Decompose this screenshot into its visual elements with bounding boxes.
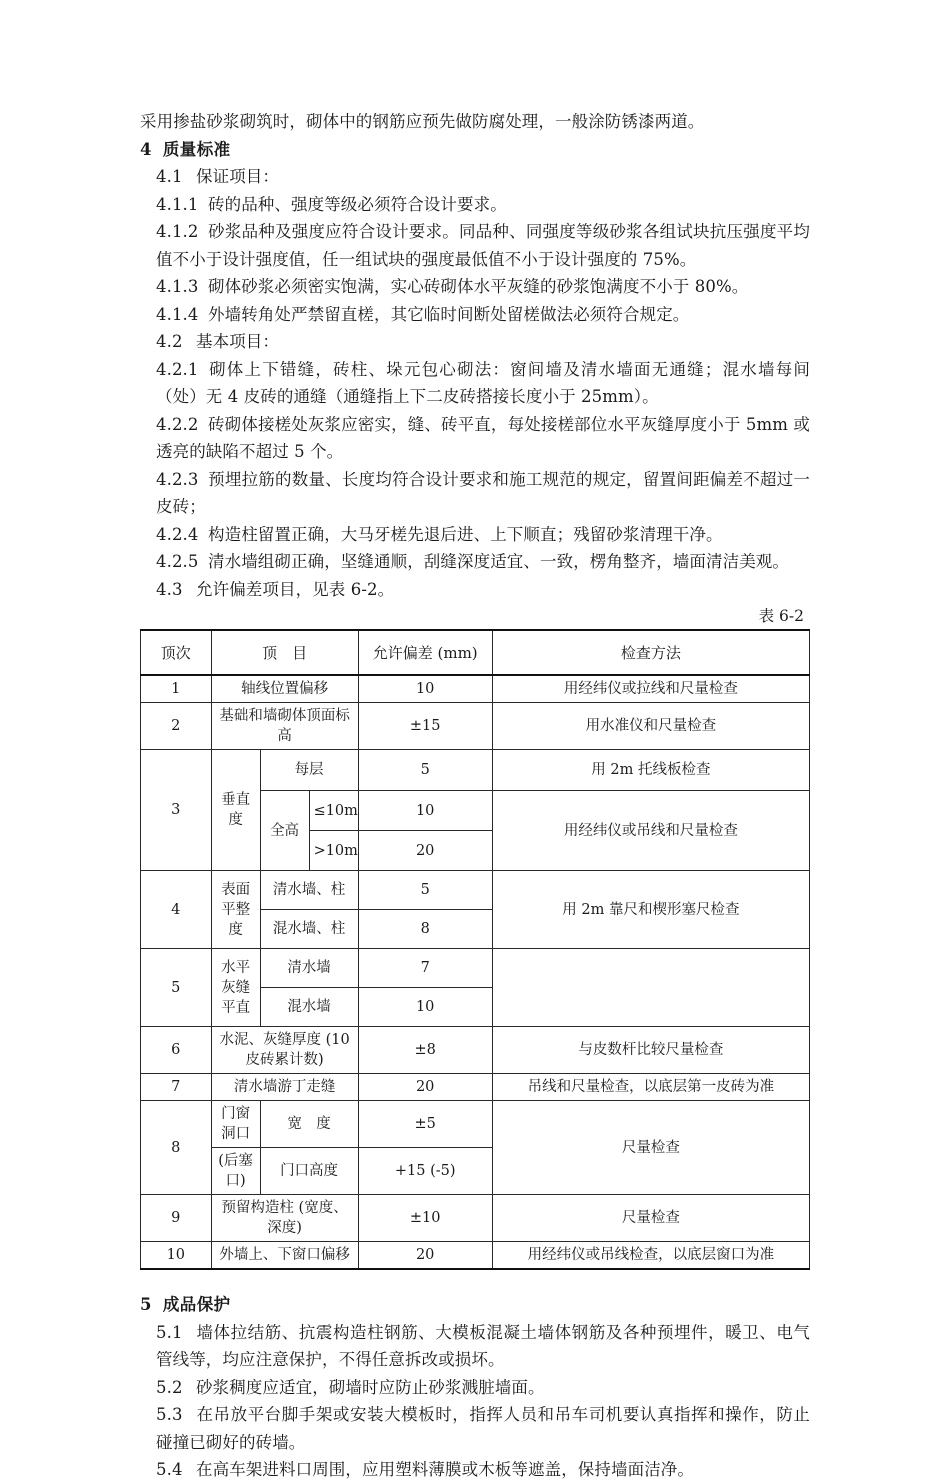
item-5-4-text: 在高车架进料口周围，应用塑料薄膜或木板等遮盖，保持墙面洁净。	[196, 1460, 694, 1479]
cell-method: 用经纬仪或吊线和尺量检查	[492, 791, 809, 871]
header-cell-no: 顶次	[141, 630, 212, 675]
header-cell-item: 顶 目	[211, 630, 358, 675]
cell-tolerance: 20	[358, 1074, 492, 1101]
cell-no: 2	[141, 703, 212, 750]
cell-sub-item: 宽 度	[260, 1101, 358, 1148]
cell-item: 轴线位置偏移	[211, 675, 358, 703]
item-4-3-label: 4.3	[156, 579, 183, 599]
cell-item: 基础和墙砌体顶面标高	[211, 703, 358, 750]
cell-tolerance: +15 (-5)	[358, 1148, 492, 1195]
table-caption: 表 6-2	[758, 607, 804, 625]
item-4-2-2-text: 砖砌体接槎处灰浆应密实，缝、砖平直，每处接槎部位水平灰缝厚度小于 5mm 或透亮的缺陷不超过 5 个。	[156, 414, 810, 461]
cell-tolerance: ±15	[358, 703, 492, 750]
cell-method: 用经纬仪或拉线和尺量检查	[492, 675, 809, 703]
cell-method: 与皮数杆比较尺量检查	[492, 1027, 809, 1074]
item-4-3	[140, 576, 810, 604]
item-4-1-2-text: 砂浆品种及强度应符合设计要求。同品种、同强度等级砂浆各组试块抗压强度平均值不小于设计强度值，任一组试块的强度最低值不小于设计强度的 75%。	[156, 222, 810, 269]
table-row	[141, 1101, 810, 1148]
item-5-1-label: 5.1	[156, 1322, 183, 1342]
item-5-3	[140, 1401, 810, 1456]
cell-item: 水泥、灰缝厚度 (10 皮砖累计数)	[211, 1027, 358, 1074]
item-4-2-1	[140, 356, 810, 411]
header-cell-tolerance: 允许偏差 (mm)	[358, 630, 492, 675]
table-header-row	[141, 630, 810, 675]
item-4-2-4-text: 构造柱留置正确，大马牙槎先退后进、上下顺直；残留砂浆清理干净。	[208, 524, 723, 544]
cell-method: 用 2m 托线板检查	[492, 750, 809, 791]
item-4-2-2	[140, 411, 810, 466]
item-5-1-text: 墙体拉结筋、抗震构造柱钢筋、大模板混凝土墙体钢筋及各种预埋件，暖卫、电气管线等，均应注意保护，不得任意拆改或损坏。	[156, 1322, 810, 1369]
section-5-number: 5	[140, 1295, 152, 1314]
table-row	[141, 1027, 810, 1074]
cell-tolerance: ±5	[358, 1101, 492, 1148]
item-4-1-4	[140, 301, 810, 329]
item-4-1-label: 4.1	[156, 167, 183, 186]
document-content	[140, 108, 810, 1484]
item-4-2	[140, 328, 810, 356]
cell-item: 清水墙游丁走缝	[211, 1074, 358, 1101]
item-5-4	[140, 1456, 810, 1484]
item-4-2-label: 4.2	[156, 332, 183, 351]
item-4-1-2	[140, 218, 810, 273]
section-5-heading	[140, 1291, 810, 1319]
cell-no: 1	[141, 675, 212, 703]
cell-tolerance: 8	[358, 910, 492, 949]
header-cell-method: 检查方法	[492, 630, 809, 675]
cell-sub-item: 清水墙	[260, 949, 358, 988]
cell-sub-item: 全高	[260, 791, 309, 871]
table-row	[141, 703, 810, 750]
cell-item: 垂直度	[211, 750, 260, 871]
cell-tolerance: 20	[358, 1242, 492, 1270]
item-5-2	[140, 1374, 810, 1402]
cell-item: 表面平整度	[211, 871, 260, 949]
cell-item: 水平灰缝平直	[211, 949, 260, 1027]
item-5-4-label: 5.4	[156, 1460, 183, 1479]
table-row	[141, 750, 810, 791]
table-row	[141, 1195, 810, 1242]
section-4-number: 4	[140, 139, 152, 159]
item-4-3-text: 允许偏差项目，见表 6-2。	[196, 579, 395, 599]
item-4-1-text: 保证项目：	[196, 167, 279, 186]
section-5-title: 成品保护	[162, 1295, 231, 1314]
cell-tolerance: 7	[358, 949, 492, 988]
item-4-2-5-text: 清水墙组砌正确，坚缝通顺，刮缝深度适宜、一致，楞角整齐，墙面清洁美观。	[208, 552, 789, 571]
cell-item-line-1: 门窗洞口	[211, 1101, 260, 1148]
cell-no: 10	[141, 1242, 212, 1270]
item-4-1	[140, 163, 810, 191]
item-4-2-4	[140, 521, 810, 549]
item-4-1-3-text: 砌体砂浆必须密实饱满，实心砖砌体水平灰缝的砂浆饱满度不小于 80%。	[208, 277, 749, 296]
cell-no: 5	[141, 949, 212, 1027]
item-5-1	[140, 1319, 810, 1374]
cell-tolerance: 10	[358, 791, 492, 831]
cell-tolerance: 10	[358, 988, 492, 1027]
cell-tolerance: 5	[358, 871, 492, 910]
table-row	[141, 675, 810, 703]
item-5-2-label: 5.2	[156, 1377, 183, 1397]
cell-method: 用 2m 靠尺和楔形塞尺检查	[492, 871, 809, 949]
item-4-1-1-label: 4.1.1	[156, 194, 199, 214]
cell-tolerance: ±8	[358, 1027, 492, 1074]
cell-sub-item: 清水墙、柱	[260, 871, 358, 910]
intro-paragraph: 采用掺盐砂浆砌筑时，砌体中的钢筋应预先做防腐处理，一般涂防锈漆两道。	[140, 112, 705, 131]
table-row	[141, 1074, 810, 1101]
table-row	[141, 949, 810, 988]
item-5-2-text: 砂浆稠度应适宜，砌墙时应防止砂浆溅脏墙面。	[196, 1377, 545, 1397]
item-4-1-1	[140, 191, 810, 219]
item-4-2-3	[140, 466, 810, 521]
cell-sub-item-2: ≤10m	[309, 791, 358, 831]
cell-sub-item: 门口高度	[260, 1148, 358, 1195]
cell-sub-item-2: >10m	[309, 831, 358, 871]
cell-method: 吊线和尺量检查，以底层第一皮砖为准	[492, 1074, 809, 1101]
cell-tolerance: 5	[358, 750, 492, 791]
item-4-2-5-label: 4.2.5	[156, 552, 199, 571]
cell-tolerance: 20	[358, 831, 492, 871]
section-4-title: 质量标准	[162, 139, 231, 159]
item-4-1-3-label: 4.1.3	[156, 277, 199, 296]
item-4-2-3-text: 预埋拉筋的数量、长度均符合设计要求和施工规范的规定，留置间距偏差不超过一皮砖；	[156, 469, 810, 516]
item-4-2-text: 基本项目：	[196, 332, 279, 351]
cell-no: 8	[141, 1101, 212, 1195]
table-row	[141, 1242, 810, 1270]
item-4-1-1-text: 砖的品种、强度等级必须符合设计要求。	[208, 194, 507, 214]
cell-tolerance: ±10	[358, 1195, 492, 1242]
cell-no: 7	[141, 1074, 212, 1101]
item-4-1-2-label: 4.1.2	[156, 222, 199, 241]
cell-method: 用经纬仪或吊线检查，以底层窗口为准	[492, 1242, 809, 1270]
item-4-1-4-text: 外墙转角处严禁留直槎，其它临时间断处留槎做法必须符合规定。	[208, 304, 690, 324]
item-4-2-4-label: 4.2.4	[156, 524, 199, 544]
cell-sub-item: 混水墙、柱	[260, 910, 358, 949]
cell-method: 尺量检查	[492, 1195, 809, 1242]
table-row	[141, 871, 810, 910]
cell-tolerance: 10	[358, 675, 492, 703]
item-4-2-1-label: 4.2.1	[156, 359, 199, 379]
cell-sub-item: 混水墙	[260, 988, 358, 1027]
item-4-2-1-text: 砌体上下错缝，砖柱、垛元包心砌法：窗间墙及清水墙面无通缝；混水墙每间（处）无 4 皮砖的通缝（通缝指上下二皮砖搭接长度小于 25mm）。	[156, 359, 810, 406]
cell-method: 尺量检查	[492, 1101, 809, 1195]
cell-no: 9	[141, 1195, 212, 1242]
cell-method	[492, 949, 809, 1027]
cell-item: 预留构造柱 (宽度、深度)	[211, 1195, 358, 1242]
cell-item-line-2: (后塞口)	[211, 1148, 260, 1195]
item-4-2-3-label: 4.2.3	[156, 469, 199, 489]
cell-method: 用水准仪和尺量检查	[492, 703, 809, 750]
item-4-1-4-label: 4.1.4	[156, 304, 199, 324]
item-5-3-label: 5.3	[156, 1405, 183, 1424]
cell-no: 3	[141, 750, 212, 871]
cell-item: 外墙上、下窗口偏移	[211, 1242, 358, 1270]
cell-sub-item: 每层	[260, 750, 358, 791]
item-4-2-2-label: 4.2.2	[156, 414, 199, 434]
allowable-deviation-table	[140, 629, 810, 1270]
section-4-heading	[140, 136, 810, 164]
item-4-2-5	[140, 548, 810, 576]
item-4-1-3	[140, 273, 810, 301]
item-5-3-text: 在吊放平台脚手架或安装大模板时，指挥人员和吊车司机要认真指挥和操作，防止碰撞已砌好的砖墙。	[156, 1405, 810, 1452]
cell-no: 4	[141, 871, 212, 949]
cell-no: 6	[141, 1027, 212, 1074]
